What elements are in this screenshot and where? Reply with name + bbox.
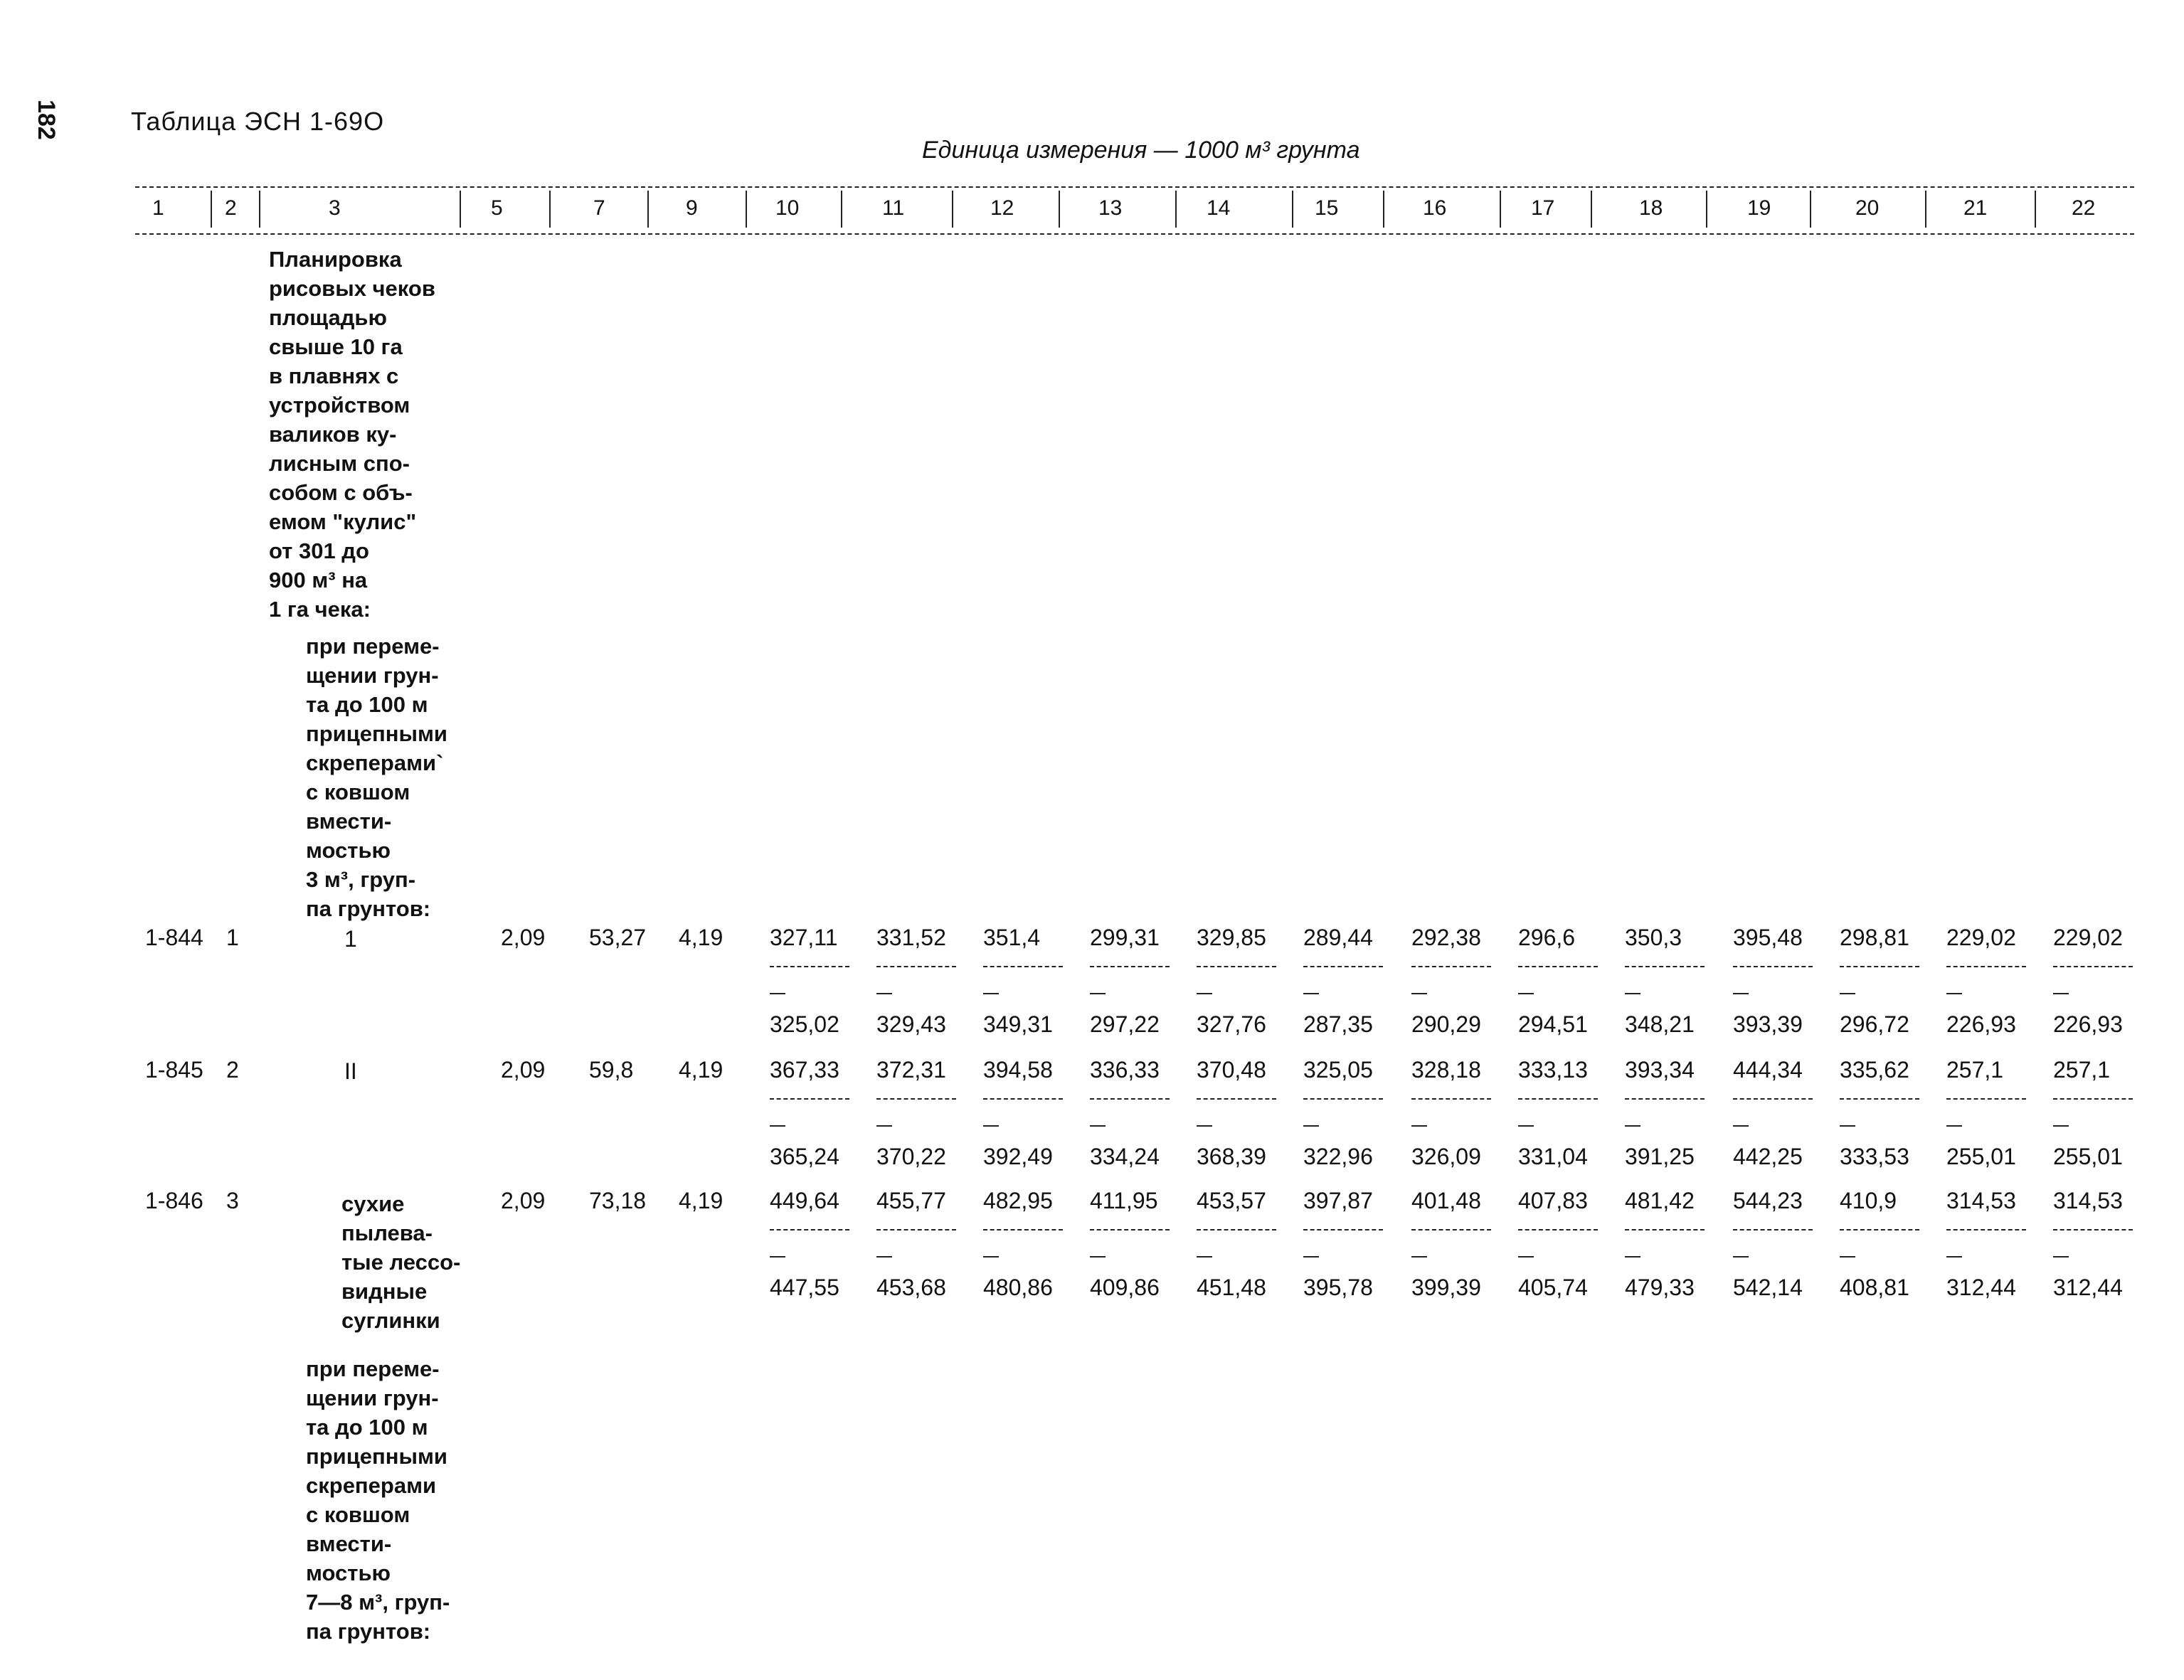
fraction-minus	[1303, 1125, 1319, 1127]
numerator-value: 453,57	[1197, 1188, 1266, 1213]
numerator-value: 455,77	[876, 1188, 946, 1213]
fraction-bar	[1197, 966, 1276, 967]
numerator-value: 314,53	[2053, 1188, 2123, 1213]
column-separator	[211, 191, 212, 228]
column-7-value: 53,27	[589, 925, 647, 950]
fraction-bar	[1303, 1098, 1383, 1100]
fraction-minus	[1411, 993, 1427, 994]
numerator-value: 351,4	[983, 925, 1041, 950]
fraction-minus	[1411, 1125, 1427, 1127]
fraction-minus	[1303, 993, 1319, 994]
column-separator	[1591, 191, 1592, 228]
numerator-value: 367,33	[770, 1057, 839, 1083]
denominator-value: 325,02	[770, 1011, 839, 1037]
column-header-19: 19	[1747, 196, 1771, 220]
fraction-minus	[1518, 1125, 1534, 1127]
fraction-minus	[1303, 1256, 1319, 1258]
column-header-20: 20	[1855, 196, 1880, 220]
fraction-bar	[770, 966, 849, 967]
column-9-value: 4,19	[679, 1057, 723, 1083]
fraction-minus	[876, 1125, 892, 1127]
denominator-value: 312,44	[2053, 1275, 2123, 1300]
column-separator	[1292, 191, 1293, 228]
denominator-value: 296,72	[1840, 1011, 1909, 1037]
denominator-value: 451,48	[1197, 1275, 1266, 1300]
numerator-value: 299,31	[1090, 925, 1160, 950]
column-header-12: 12	[990, 196, 1014, 220]
denominator-value: 326,09	[1411, 1144, 1481, 1169]
fraction-minus	[1733, 1125, 1749, 1127]
fraction-minus	[1733, 1256, 1749, 1258]
header-bottom-rule	[135, 233, 2134, 235]
numerator-value: 544,23	[1733, 1188, 1803, 1213]
fraction-minus	[2053, 1125, 2069, 1127]
column-separator	[952, 191, 953, 228]
fraction-minus	[2053, 993, 2069, 994]
denominator-value: 453,68	[876, 1275, 946, 1300]
denominator-value: 391,25	[1625, 1144, 1695, 1169]
fraction-minus	[1197, 1125, 1212, 1127]
numerator-value: 229,02	[1946, 925, 2016, 950]
fraction-bar	[1733, 966, 1813, 967]
soil-group: 1	[344, 926, 357, 952]
fraction-bar	[2053, 966, 2133, 967]
column-header-5: 5	[491, 196, 503, 220]
denominator-value: 297,22	[1090, 1011, 1160, 1037]
column-5-value: 2,09	[501, 925, 546, 950]
denominator-value: 479,33	[1625, 1275, 1695, 1300]
fraction-bar	[1625, 1229, 1705, 1230]
numerator-value: 257,1	[2053, 1057, 2111, 1083]
numerator-value: 407,83	[1518, 1188, 1588, 1213]
row-number: 2	[226, 1057, 239, 1083]
numerator-value: 327,11	[770, 925, 838, 950]
column-5-value: 2,09	[501, 1057, 546, 1083]
fraction-bar	[983, 966, 1063, 967]
numerator-value: 329,85	[1197, 925, 1266, 950]
denominator-value: 331,04	[1518, 1144, 1588, 1169]
fraction-bar	[983, 1098, 1063, 1100]
column-separator	[460, 191, 461, 228]
fraction-bar	[1625, 1098, 1705, 1100]
column-separator	[841, 191, 842, 228]
denominator-value: 409,86	[1090, 1275, 1160, 1300]
numerator-value: 350,3	[1625, 925, 1682, 950]
fraction-bar	[770, 1098, 849, 1100]
denominator-value: 287,35	[1303, 1011, 1373, 1037]
column-header-14: 14	[1207, 196, 1231, 220]
column-header-18: 18	[1639, 196, 1663, 220]
fraction-bar	[1090, 1098, 1170, 1100]
fraction-minus	[1518, 993, 1534, 994]
fraction-minus	[1090, 993, 1106, 994]
numerator-value: 393,34	[1625, 1057, 1695, 1083]
fraction-bar	[1090, 1229, 1170, 1230]
fraction-bar	[1733, 1229, 1813, 1230]
denominator-value: 226,93	[2053, 1011, 2123, 1037]
numerator-value: 410,9	[1840, 1188, 1897, 1213]
fraction-bar	[1518, 1229, 1598, 1230]
fraction-bar	[770, 1229, 849, 1230]
fraction-bar	[1518, 966, 1598, 967]
fraction-minus	[983, 993, 999, 994]
column-separator	[746, 191, 747, 228]
denominator-value: 405,74	[1518, 1275, 1588, 1300]
denominator-value: 322,96	[1303, 1144, 1373, 1169]
column-header-13: 13	[1098, 196, 1123, 220]
denominator-value: 255,01	[2053, 1144, 2123, 1169]
numerator-value: 401,48	[1411, 1188, 1481, 1213]
numerator-value: 331,52	[876, 925, 946, 950]
fraction-minus	[770, 993, 785, 994]
page-number: 182	[33, 100, 60, 140]
fraction-bar	[2053, 1229, 2133, 1230]
row-code: 1-844	[145, 925, 203, 950]
denominator-value: 392,49	[983, 1144, 1053, 1169]
fraction-minus	[876, 993, 892, 994]
fraction-minus	[1840, 1256, 1855, 1258]
fraction-bar	[1625, 966, 1705, 967]
column-header-17: 17	[1531, 196, 1555, 220]
fraction-bar	[876, 966, 956, 967]
fraction-minus	[1411, 1256, 1427, 1258]
denominator-value: 255,01	[1946, 1144, 2016, 1169]
soil-group: II	[344, 1058, 357, 1084]
denominator-value: 542,14	[1733, 1275, 1803, 1300]
numerator-value: 335,62	[1840, 1057, 1909, 1083]
numerator-value: 257,1	[1946, 1057, 2004, 1083]
fraction-minus	[770, 1125, 785, 1127]
row-number: 3	[226, 1188, 239, 1213]
fraction-bar	[1411, 1229, 1491, 1230]
numerator-value: 395,48	[1733, 925, 1803, 950]
fraction-minus	[2053, 1256, 2069, 1258]
column-separator	[1925, 191, 1926, 228]
denominator-value: 349,31	[983, 1011, 1053, 1037]
fraction-bar	[876, 1098, 956, 1100]
fraction-bar	[1840, 966, 1919, 967]
column-separator	[1500, 191, 1501, 228]
numerator-value: 289,44	[1303, 925, 1373, 950]
denominator-value: 226,93	[1946, 1011, 2016, 1037]
numerator-value: 314,53	[1946, 1188, 2016, 1213]
column-separator	[2035, 191, 2036, 228]
column-separator	[1810, 191, 1811, 228]
column-5-value: 2,09	[501, 1188, 546, 1213]
denominator-value: 333,53	[1840, 1144, 1909, 1169]
column-separator	[259, 191, 260, 228]
numerator-value: 394,58	[983, 1057, 1053, 1083]
denominator-value: 348,21	[1625, 1011, 1695, 1037]
fraction-bar	[2053, 1098, 2133, 1100]
column-7-value: 73,18	[589, 1188, 647, 1213]
numerator-value: 370,48	[1197, 1057, 1266, 1083]
fraction-minus	[983, 1256, 999, 1258]
column-9-value: 4,19	[679, 1188, 723, 1213]
denominator-value: 480,86	[983, 1275, 1053, 1300]
fraction-minus	[770, 1256, 785, 1258]
denominator-value: 368,39	[1197, 1144, 1266, 1169]
fraction-minus	[1518, 1256, 1534, 1258]
numerator-value: 449,64	[770, 1188, 839, 1213]
fraction-minus	[1625, 1256, 1640, 1258]
table-title: Таблица ЭСН 1-69О	[131, 107, 385, 136]
column-header-11: 11	[882, 196, 905, 220]
fraction-bar	[983, 1229, 1063, 1230]
fraction-minus	[1946, 1125, 1962, 1127]
fraction-minus	[1197, 993, 1212, 994]
column-separator	[549, 191, 551, 228]
column-header-10: 10	[775, 196, 800, 220]
column-separator	[1706, 191, 1707, 228]
row-code: 1-846	[145, 1188, 203, 1213]
numerator-value: 333,13	[1518, 1057, 1588, 1083]
fraction-minus	[1090, 1256, 1106, 1258]
column-header-7: 7	[593, 196, 605, 220]
numerator-value: 296,6	[1518, 925, 1576, 950]
column-separator	[647, 191, 649, 228]
section-description: Планировка рисовых чеков площадью свыше 10 га в плавнях с устройством валиков ку- лисным спо- собом с объ- емом "кулис" от 301 до 900 м³ на 1 га чека:	[269, 247, 435, 622]
denominator-value: 399,39	[1411, 1275, 1481, 1300]
column-header-3: 3	[329, 196, 341, 220]
fraction-bar	[876, 1229, 956, 1230]
column-9-value: 4,19	[679, 925, 723, 950]
fraction-bar	[1090, 966, 1170, 967]
denominator-value: 327,76	[1197, 1011, 1266, 1037]
fraction-minus	[1625, 993, 1640, 994]
fraction-bar	[1946, 1229, 2026, 1230]
denominator-value: 294,51	[1518, 1011, 1588, 1037]
fraction-bar	[1411, 1098, 1491, 1100]
fraction-bar	[1303, 966, 1383, 967]
column-separator	[1383, 191, 1384, 228]
column-header-9: 9	[686, 196, 698, 220]
sub-description-scrapers-3m3: при переме- щении грун- та до 100 м прицепными скреперами` с ковшом вмести- мостью 3 м³, груп- па грунтов:	[306, 634, 447, 921]
numerator-value: 298,81	[1840, 925, 1909, 950]
fraction-bar	[1840, 1098, 1919, 1100]
header-top-rule	[135, 186, 2134, 188]
fraction-minus	[1840, 993, 1855, 994]
numerator-value: 481,42	[1625, 1188, 1695, 1213]
denominator-value: 334,24	[1090, 1144, 1160, 1169]
fraction-bar	[1197, 1098, 1276, 1100]
denominator-value: 393,39	[1733, 1011, 1803, 1037]
column-7-value: 59,8	[589, 1057, 634, 1083]
fraction-minus	[1946, 993, 1962, 994]
units-caption: Единица измерения — 1000 м³ грунта	[922, 137, 1360, 164]
column-header-21: 21	[1963, 196, 1988, 220]
numerator-value: 328,18	[1411, 1057, 1481, 1083]
column-separator	[1059, 191, 1060, 228]
fraction-bar	[1197, 1229, 1276, 1230]
fraction-bar	[1946, 966, 2026, 967]
numerator-value: 482,95	[983, 1188, 1053, 1213]
fraction-minus	[1197, 1256, 1212, 1258]
sub-description-scrapers-7-8m3: при переме- щении грун- та до 100 м прицепными скреперами с ковшом вмести- мостью 7—8 м³, груп- па грунтов:	[306, 1356, 450, 1644]
row-number: 1	[226, 925, 239, 950]
fraction-minus	[983, 1125, 999, 1127]
column-header-15: 15	[1315, 196, 1339, 220]
denominator-value: 408,81	[1840, 1275, 1909, 1300]
denominator-value: 442,25	[1733, 1144, 1803, 1169]
numerator-value: 397,87	[1303, 1188, 1373, 1213]
fraction-minus	[1625, 1125, 1640, 1127]
row-code: 1-845	[145, 1057, 203, 1083]
denominator-value: 365,24	[770, 1144, 839, 1169]
fraction-bar	[1303, 1229, 1383, 1230]
column-header-1: 1	[152, 196, 164, 220]
soil-group: сухие пылева- тые лессо- видные суглинки	[341, 1191, 461, 1333]
fraction-bar	[1411, 966, 1491, 967]
fraction-minus	[1946, 1256, 1962, 1258]
denominator-value: 312,44	[1946, 1275, 2016, 1300]
fraction-minus	[1733, 993, 1749, 994]
fraction-bar	[1840, 1229, 1919, 1230]
numerator-value: 325,05	[1303, 1057, 1373, 1083]
denominator-value: 447,55	[770, 1275, 839, 1300]
fraction-minus	[1090, 1125, 1106, 1127]
numerator-value: 444,34	[1733, 1057, 1803, 1083]
numerator-value: 336,33	[1090, 1057, 1160, 1083]
fraction-minus	[876, 1256, 892, 1258]
fraction-minus	[1840, 1125, 1855, 1127]
denominator-value: 395,78	[1303, 1275, 1373, 1300]
numerator-value: 292,38	[1411, 925, 1481, 950]
numerator-value: 372,31	[876, 1057, 946, 1083]
denominator-value: 370,22	[876, 1144, 946, 1169]
numerator-value: 229,02	[2053, 925, 2123, 950]
column-header-2: 2	[225, 196, 237, 220]
denominator-value: 290,29	[1411, 1011, 1481, 1037]
column-header-16: 16	[1423, 196, 1447, 220]
fraction-bar	[1518, 1098, 1598, 1100]
denominator-value: 329,43	[876, 1011, 946, 1037]
fraction-bar	[1946, 1098, 2026, 1100]
column-header-22: 22	[2072, 196, 2096, 220]
column-separator	[1175, 191, 1177, 228]
numerator-value: 411,95	[1090, 1188, 1158, 1213]
fraction-bar	[1733, 1098, 1813, 1100]
